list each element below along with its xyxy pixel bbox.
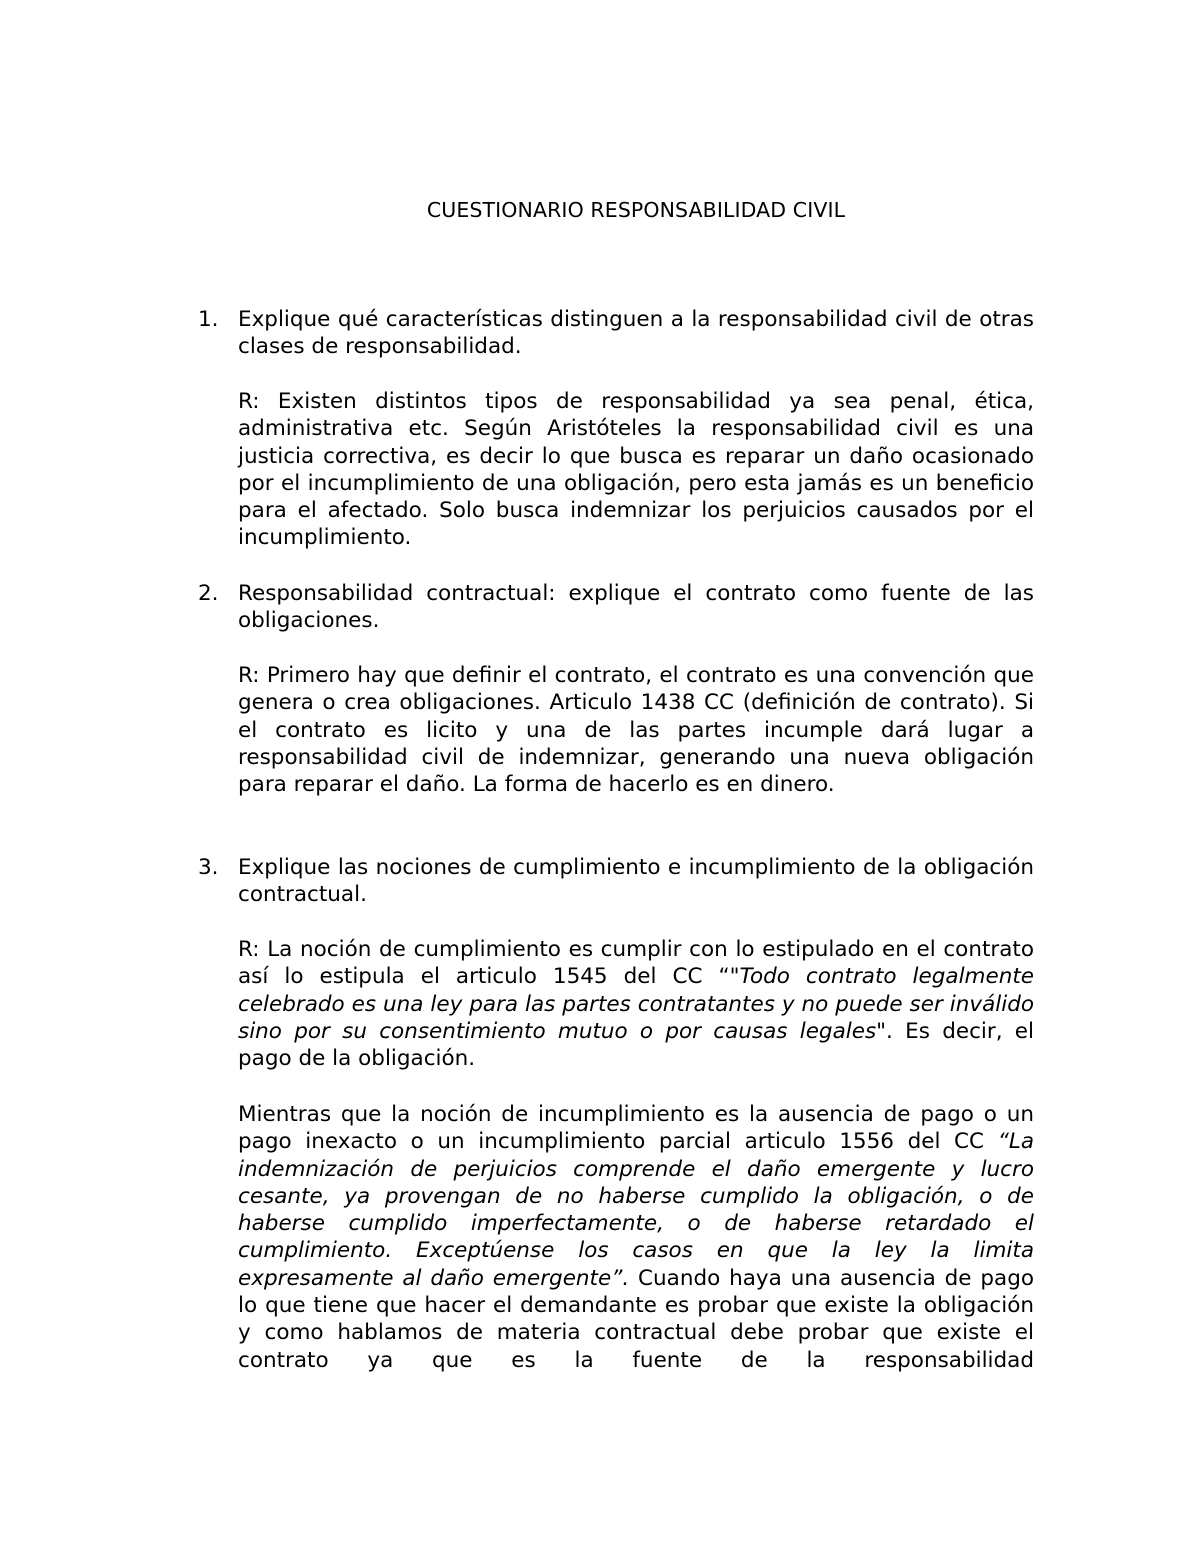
answer-3-outro: ". Es decir, el pago de la obligación. bbox=[238, 1018, 1034, 1072]
answer-3-intro: R: La noción de cumplimiento es cumplir con lo estipulado en el contrato así lo estipula el articulo 1545 del CC “" bbox=[238, 937, 1034, 990]
answer-1: R: Existen distintos tipos de responsabilidad ya sea penal, ética, administrativa etc. Según Aristóteles la responsabilidad civil es una justicia correctiva, es decir lo que busca es reparar un daño ocasionado por el incumplimiento de una obligación, pero esta jamás es un beneficio para el afectado. Solo busca indemnizar los perjuicios causados por el incumplimiento. bbox=[238, 389, 1034, 551]
document-title: CUESTIONARIO RESPONSABILIDAD CIVIL bbox=[426, 198, 846, 222]
question-3-text: Explique las nociones de cumplimiento e incumplimiento de la obligación contractual. bbox=[238, 855, 1034, 908]
answer-3-p2-quote: “La indemnización de perjuicios comprende el daño emergente y lucro cesante, ya provengan de no haberse cumplido la obligación, o de haberse cumplido imperfectamente, o de haberse retardado el cumplimiento. Exceptúense los casos en que la ley la limita expresamente al daño emergente”. bbox=[238, 1129, 1034, 1291]
question-3 bbox=[198, 854, 1034, 909]
question-1-number: 1. bbox=[198, 307, 219, 332]
question-2-number: 2. bbox=[198, 581, 219, 606]
answer-3-paragraph-2 bbox=[238, 1101, 1034, 1374]
question-1 bbox=[198, 306, 1034, 361]
question-2 bbox=[198, 580, 1034, 635]
answer-3-p2-intro: Mientras que la noción de incumplimiento es la ausencia de pago o un pago inexacto o un incumplimiento parcial articulo 1556 del CC bbox=[238, 1102, 1034, 1155]
question-2-text: Responsabilidad contractual: explique el contrato como fuente de las obligaciones. bbox=[238, 581, 1034, 634]
question-3-number: 3. bbox=[198, 855, 219, 880]
answer-3 bbox=[238, 936, 1034, 1072]
answer-3-quote: Todo contrato legalmente celebrado es una ley para las partes contratantes y no puede ser inválido sino por su consentimiento mutuo o por causas legales bbox=[238, 964, 1035, 1044]
answer-2: R: Primero hay que definir el contrato, el contrato es una convención que genera o crea obligaciones. Articulo 1438 CC (definición de contrato). Si el contrato es licito y una de las partes incumple dará lugar a responsabilidad civil de indemnizar, generando una nueva obligación para reparar el daño. La forma de hacerlo es en dinero. bbox=[238, 663, 1034, 798]
question-1-text: Explique qué características distinguen a la responsabilidad civil de otras clases de responsabilidad. bbox=[238, 307, 1034, 360]
answer-3-p2-outro: Cuando haya una ausencia de pago lo que tiene que hacer el demandante es probar que existe la obligación y como hablamos de materia contractual debe probar que existe el contrato ya que es la fuente de la responsabilidad bbox=[238, 1265, 1035, 1373]
